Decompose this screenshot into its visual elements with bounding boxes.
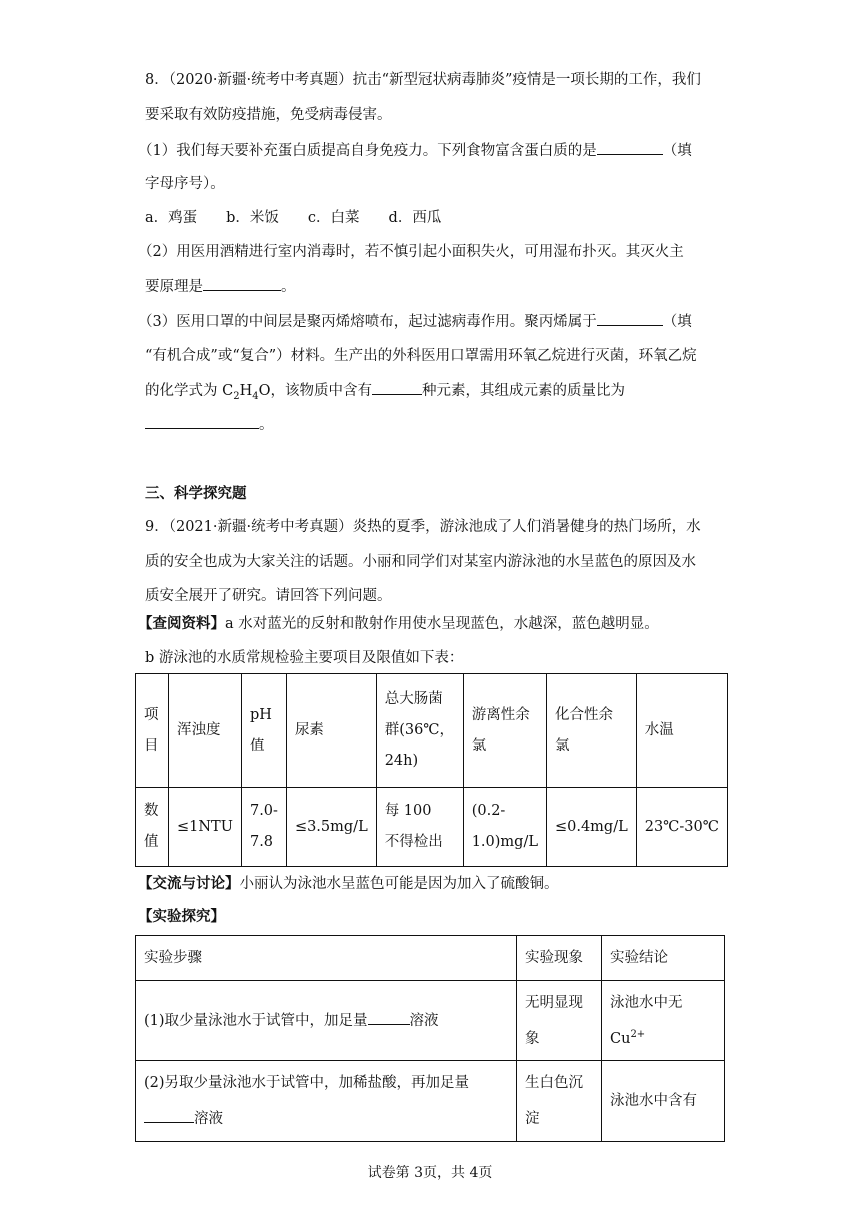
ref-label: 【查阅资料】 (138, 615, 225, 632)
section-title: 三、科学探究题 (145, 485, 247, 502)
formula-sub: 2 (233, 390, 240, 402)
page-footer: 试卷第 3页，共 4页 (367, 1165, 493, 1181)
answer-blank[interactable] (203, 276, 281, 291)
answer-blank[interactable] (597, 311, 663, 326)
discussion-text: 小丽认为泳池水呈蓝色可能是因为加入了硫酸铜。 (239, 876, 559, 892)
q9-discussion (138, 874, 559, 894)
table-cell: 浑浊度 (169, 674, 242, 788)
q9-line1: 9．（2021·新疆·统考中考真题）炎热的夏季，游泳池成了人们消暑健身的热门场所，水 (145, 519, 701, 535)
table-cell: 数值 (136, 788, 169, 867)
answer-blank[interactable] (144, 1108, 194, 1123)
q8-part2-end: 。 (281, 279, 296, 295)
q8-part1-line2: 字母序号）。 (145, 176, 225, 192)
table-row (136, 1061, 725, 1142)
table-cell: ≤1NTU (169, 788, 242, 867)
answer-blank[interactable] (368, 1010, 410, 1025)
q8-part2-text: 要原理是 (145, 279, 203, 295)
q8-options: a．鸡蛋 b．米饭 c．白菜 d．西瓜 (145, 210, 442, 226)
q8-part3 (138, 311, 692, 332)
q9-ref-a (138, 614, 659, 634)
table-header: 实验现象 (517, 936, 602, 981)
q8-part3-text: 种元素，其组成元素的质量比为 (422, 383, 626, 399)
experiment-label: 【实验探究】 (138, 908, 225, 925)
table-cell: 泳池水中无 $Cu^{2+}$ (602, 981, 725, 1061)
q8-part3-text: （3）医用口罩的中间层是聚丙烯熔喷布，起过滤病毒作用。聚丙烯属于 (138, 314, 597, 330)
formula-prefix: 的化学式为 C (145, 383, 234, 399)
q9-line2: 质的安全也成为大家关注的话题。小丽和同学们对某室内游泳池的水呈蓝色的原因及水 (145, 554, 696, 570)
q8-line2: 要采取有效防疫措施，免受病毒侵害。 (145, 107, 392, 123)
q8-part3-tail: （填 (662, 314, 692, 330)
table-cell: (1)取少量泳池水于试管中，加足量 溶液 (136, 981, 517, 1061)
experiment-table (135, 935, 725, 1142)
table-cell: 无明显现象 (517, 981, 602, 1061)
table-cell: 每 100 不得检出 (376, 788, 463, 867)
q8-part2: （2）用医用酒精进行室内消毒时，若不慎引起小面积失火，可用湿布扑灭。其灭火主 (138, 244, 684, 260)
table-row (136, 788, 728, 867)
table-cell: 泳池水中含有 (602, 1061, 725, 1142)
table-cell: 游离性余氯 (463, 674, 546, 788)
table-cell: ≤3.5mg/L (286, 788, 376, 867)
q8-part1 (138, 140, 692, 161)
table-header: 实验步骤 (136, 936, 517, 981)
q9-line3: 质安全展开了研究。请回答下列问题。 (145, 588, 392, 604)
q8-part3-end: 。 (259, 417, 274, 433)
answer-blank[interactable] (597, 140, 663, 155)
q9-ref-b: b 游泳池的水质常规检验主要项目及限值如下表： (145, 650, 464, 666)
q8-part3-line4 (145, 414, 274, 435)
table-cell: 23℃-30℃ (636, 788, 727, 867)
table-cell: 化合性余氯 (546, 674, 636, 788)
formula-h: H (239, 383, 253, 399)
table-cell: 尿素 (286, 674, 376, 788)
q8-part3-line2: “有机合成”或“复合”）材料。生产出的外科医用口罩需用环氧乙烷进行灭菌，环氧乙烷 (145, 348, 697, 364)
answer-blank[interactable] (145, 414, 259, 429)
q8-part1-text: （1）我们每天要补充蛋白质提高自身免疫力。下列食物富含蛋白质的是 (138, 143, 597, 159)
table-cell: pH 值 (241, 674, 286, 788)
table-cell: 生白色沉淀 (517, 1061, 602, 1142)
discussion-label: 【交流与讨论】 (138, 875, 240, 892)
table-cell: 总大肠菌群(36℃，24h) (376, 674, 463, 788)
formula-sub: 4 (252, 390, 259, 402)
table-cell: 7.0-7.8 (241, 788, 286, 867)
q8-part2-line2 (145, 276, 296, 297)
table-cell: ≤0.4mg/L (546, 788, 636, 867)
q8-part3-text: O，该物质中含有 (258, 383, 373, 399)
answer-blank[interactable] (372, 380, 422, 395)
table-row (136, 981, 725, 1061)
q8-line1: 8．（2020·新疆·统考中考真题）抗击“新型冠状病毒肺炎”疫情是一项长期的工作，我们 (145, 72, 701, 88)
table-header: 实验结论 (602, 936, 725, 981)
table-cell: 水温 (636, 674, 727, 788)
table-row (136, 936, 725, 981)
q8-part3-line3 (145, 380, 625, 401)
water-quality-table (135, 673, 728, 867)
ref-a-text: a 水对蓝光的反射和散射作用使水呈现蓝色，水越深，蓝色越明显。 (225, 616, 659, 632)
table-row (136, 674, 728, 788)
table-cell: (2)另取少量泳池水于试管中，加稀盐酸，再加足量 溶液 (136, 1061, 517, 1142)
q8-part1-tail: （填 (662, 143, 692, 159)
table-cell: (0.2-1.0)mg/L (463, 788, 546, 867)
table-cell: 项目 (136, 674, 169, 788)
